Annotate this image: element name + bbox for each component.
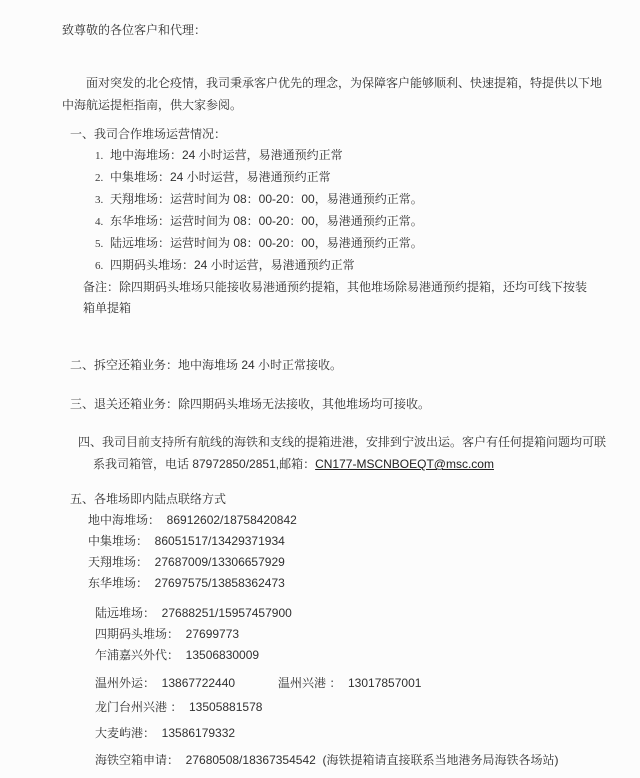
list-number: 1. <box>95 150 104 162</box>
contact-line: 天翔堆场： 27687009/13306657929 <box>88 555 285 569</box>
yard-status-list <box>62 145 612 277</box>
list-number: 6. <box>95 260 104 272</box>
contact-line: 四期码头堆场： 27699773 <box>95 627 240 641</box>
yard-status-text: 四期码头堆场：24 小时运营，易港通预约正常 <box>110 258 355 272</box>
contact-line: 地中海堆场： 86912602/18758420842 <box>88 513 297 527</box>
contact-line: 龙门台州兴港 ： 13505881578 <box>95 700 263 714</box>
salutation: 致尊敬的各位客户和代理： <box>62 23 207 37</box>
yard-status-item <box>62 189 612 211</box>
section4-text: 四、我司目前支持所有航线的海铁和支线的提箱进港，安排到宁波出运。客户有任何提箱问题均可联系我司箱管，电话 87972850/2851,邮箱： <box>78 435 607 471</box>
yard-status-item <box>62 145 612 167</box>
yard-status-text: 东华堆场：运营时间为 08：00-20：00，易港通预约正常。 <box>110 214 423 228</box>
yard-status-text: 中集堆场：24 小时运营，易港通预约正常 <box>110 170 331 184</box>
contact-line: 大麦屿港： 13586179332 <box>95 726 236 740</box>
contact-line-rail: 海铁空箱申请： 27680508/18367354542 (海铁提箱请直接联系当地港务局海铁各场站) <box>95 753 559 767</box>
yard-status-item <box>62 211 612 233</box>
section4-paragraph <box>70 431 612 475</box>
contact-wenzhou-xinggang: 温州兴港 ： 13017857001 <box>278 676 422 690</box>
contact-line: 东华堆场： 27697575/13858362473 <box>88 576 285 590</box>
intro-paragraph: 面对突发的北仑疫情，我司秉承客户优先的理念，为保障客户能够顺利、快速提箱，特提供以下地中海航运提柜指南，供大家参阅。 <box>62 76 603 112</box>
yard-status-text: 陆远堆场：运营时间为 08：00-20：00，易港通预约正常。 <box>110 236 423 250</box>
yard-status-item <box>62 167 612 189</box>
contact-group-ports <box>62 694 612 746</box>
list-number: 4. <box>95 216 104 228</box>
section3-line: 三、退关还箱业务：除四期码头堆场无法接收，其他堆场均可接收。 <box>70 397 431 411</box>
email-link[interactable]: CN177-MSCNBOEQT@msc.com <box>315 457 494 471</box>
yard-status-text: 天翔堆场：运营时间为 08：00-20：00，易港通预约正常。 <box>110 192 423 206</box>
contact-line: 陆远堆场： 27688251/15957457900 <box>95 606 292 620</box>
yard-status-item <box>62 255 612 277</box>
contact-line-wenzhou <box>95 672 612 694</box>
section5-heading: 五、各堆场即内陆点联络方式 <box>70 492 227 506</box>
yard-status-text: 地中海堆场：24 小时运营，易港通预约正常 <box>110 148 343 162</box>
yard-status-item <box>62 233 612 255</box>
section1-heading: 一、我司合作堆场运营情况： <box>70 127 227 141</box>
list-number: 3. <box>95 194 104 206</box>
contact-wenzhou-waiyun: 温州外运： 13867722440 <box>95 676 236 690</box>
list-number: 5. <box>95 238 104 250</box>
remark-note: 备注：除四期码头堆场只能接收易港通预约提箱，其他堆场除易港通预约提箱，还均可线下按装箱单提箱 <box>83 280 588 315</box>
contact-line: 中集堆场： 86051517/13429371934 <box>88 534 285 548</box>
list-number: 2. <box>95 172 104 184</box>
contact-group-yards <box>62 510 612 594</box>
contact-line: 乍浦嘉兴外代： 13506830009 <box>95 648 260 662</box>
section2-line: 二、拆空还箱业务：地中海堆场 24 小时正常接收。 <box>70 358 343 372</box>
contact-group-yards-2 <box>62 603 612 666</box>
